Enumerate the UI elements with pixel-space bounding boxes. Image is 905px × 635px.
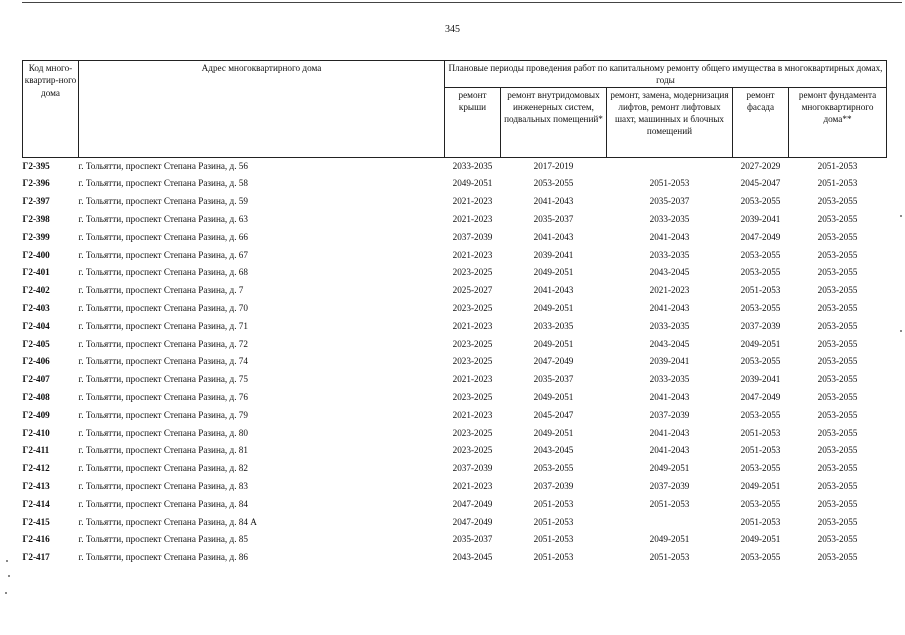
cell-address: г. Тольятти, проспект Степана Разина, д. 66	[78, 231, 248, 242]
cell-roof: 2023-2025	[452, 356, 493, 367]
cell-engineering: 2051-2053	[533, 516, 574, 527]
cell-engineering: 2035-2037	[533, 374, 574, 385]
cell-facade: 2053-2055	[740, 302, 781, 313]
cell-address: г. Тольятти, проспект Степана Разина, д. 82	[78, 463, 248, 474]
table-row	[23, 336, 887, 354]
cell-engineering: 2047-2049	[533, 356, 574, 367]
cell-elevators: 2041-2043	[649, 427, 690, 438]
cell-address: г. Тольятти, проспект Степана Разина, д. 70	[78, 302, 248, 313]
cell-address: г. Тольятти, проспект Степана Разина, д. 86	[78, 552, 248, 563]
cell-foundation: 2053-2055	[817, 267, 858, 278]
cell-facade: 2051-2053	[740, 427, 781, 438]
table-row	[23, 193, 887, 211]
cell-foundation: 2053-2055	[817, 480, 858, 491]
cell-roof: 2035-2037	[452, 534, 493, 545]
table-row	[23, 460, 887, 478]
table-row	[23, 478, 887, 496]
cell-code: Г2-406	[22, 356, 50, 367]
cell-code: Г2-409	[22, 409, 50, 420]
capital-repair-table	[22, 60, 887, 567]
cell-elevators: 2051-2053	[649, 178, 690, 189]
scan-speck	[900, 330, 902, 332]
cell-roof: 2023-2025	[452, 391, 493, 402]
cell-address: г. Тольятти, проспект Степана Разина, д. 56	[78, 160, 248, 171]
table-row	[23, 407, 887, 425]
header-elevators: ремонт, замена, модернизация лифтов, ремонт лифтовых шахт, машинных и блочных помещений	[607, 87, 733, 157]
table-row	[23, 175, 887, 193]
cell-address: г. Тольятти, проспект Степана Разина, д. 79	[78, 409, 248, 420]
table-body	[23, 157, 887, 567]
cell-foundation: 2053-2055	[817, 231, 858, 242]
cell-facade: 2053-2055	[740, 463, 781, 474]
cell-roof: 2023-2025	[452, 302, 493, 313]
cell-facade: 2051-2053	[740, 445, 781, 456]
cell-roof: 2049-2051	[452, 178, 493, 189]
cell-code: Г2-410	[22, 427, 50, 438]
cell-elevators: 2041-2043	[649, 231, 690, 242]
cell-roof: 2043-2045	[452, 552, 493, 563]
cell-roof: 2021-2023	[452, 196, 493, 207]
cell-facade: 2039-2041	[740, 374, 781, 385]
cell-roof: 2021-2023	[452, 249, 493, 260]
cell-foundation: 2053-2055	[817, 498, 858, 509]
cell-elevators: 2021-2023	[649, 285, 690, 296]
table-row	[23, 496, 887, 514]
cell-code: Г2-407	[22, 374, 50, 385]
cell-code: Г2-413	[22, 480, 50, 491]
cell-code: Г2-402	[22, 285, 50, 296]
cell-facade: 2037-2039	[740, 320, 781, 331]
cell-engineering: 2037-2039	[533, 480, 574, 491]
cell-roof: 2047-2049	[452, 498, 493, 509]
cell-foundation: 2053-2055	[817, 534, 858, 545]
cell-roof: 2047-2049	[452, 516, 493, 527]
cell-address: г. Тольятти, проспект Степана Разина, д. 58	[78, 178, 248, 189]
header-facade: ремонт фасада	[733, 87, 789, 157]
cell-foundation: 2053-2055	[817, 427, 858, 438]
cell-foundation: 2053-2055	[817, 409, 858, 420]
cell-roof: 2025-2027	[452, 285, 493, 296]
cell-address: г. Тольятти, проспект Степана Разина, д. 59	[78, 196, 248, 207]
cell-code: Г2-416	[22, 534, 50, 545]
cell-facade: 2039-2041	[740, 213, 781, 224]
cell-code: Г2-403	[22, 302, 50, 313]
cell-engineering: 2045-2047	[533, 409, 574, 420]
cell-engineering: 2035-2037	[533, 213, 574, 224]
cell-code: Г2-399	[22, 231, 50, 242]
cell-elevators: 2043-2045	[649, 338, 690, 349]
cell-roof: 2033-2035	[452, 160, 493, 171]
cell-engineering: 2017-2019	[533, 160, 574, 171]
cell-elevators: 2039-2041	[649, 356, 690, 367]
cell-elevators: 2049-2051	[649, 534, 690, 545]
cell-foundation: 2053-2055	[817, 445, 858, 456]
cell-foundation: 2053-2055	[817, 552, 858, 563]
cell-elevators: 2037-2039	[649, 409, 690, 420]
cell-facade: 2053-2055	[740, 409, 781, 420]
cell-foundation: 2053-2055	[817, 213, 858, 224]
cell-engineering: 2049-2051	[533, 338, 574, 349]
page-number: 345	[445, 24, 460, 35]
cell-roof: 2023-2025	[452, 338, 493, 349]
table-row	[23, 318, 887, 336]
cell-foundation: 2053-2055	[817, 249, 858, 260]
cell-engineering: 2051-2053	[533, 534, 574, 545]
cell-facade: 2047-2049	[740, 391, 781, 402]
scan-speck	[6, 560, 8, 562]
scan-speck	[900, 215, 902, 217]
cell-facade: 2053-2055	[740, 498, 781, 509]
cell-roof: 2023-2025	[452, 445, 493, 456]
cell-elevators: 2033-2035	[649, 374, 690, 385]
cell-elevators: 2049-2051	[649, 463, 690, 474]
cell-foundation: 2053-2055	[817, 391, 858, 402]
cell-address: г. Тольятти, проспект Степана Разина, д. 72	[78, 338, 248, 349]
table-row	[23, 211, 887, 229]
header-roof: ремонт крыши	[445, 87, 501, 157]
cell-foundation: 2053-2055	[817, 196, 858, 207]
table-row	[23, 514, 887, 532]
cell-engineering: 2041-2043	[533, 231, 574, 242]
cell-address: г. Тольятти, проспект Степана Разина, д. 81	[78, 445, 248, 456]
cell-code: Г2-417	[22, 552, 50, 563]
cell-facade: 2053-2055	[740, 356, 781, 367]
cell-foundation: 2053-2055	[817, 463, 858, 474]
cell-engineering: 2039-2041	[533, 249, 574, 260]
cell-facade: 2051-2053	[740, 285, 781, 296]
cell-engineering: 2041-2043	[533, 285, 574, 296]
cell-engineering: 2041-2043	[533, 196, 574, 207]
cell-roof: 2023-2025	[452, 427, 493, 438]
header-engineering: ремонт внутридомовых инженерных систем, подвальных помещений*	[501, 87, 607, 157]
cell-code: Г2-414	[22, 498, 50, 509]
cell-elevators	[607, 514, 733, 532]
cell-code: Г2-400	[22, 249, 50, 260]
cell-code: Г2-398	[22, 213, 50, 224]
cell-elevators: 2041-2043	[649, 302, 690, 313]
cell-engineering: 2051-2053	[533, 552, 574, 563]
scan-speck	[8, 575, 10, 577]
cell-elevators	[607, 157, 733, 175]
cell-foundation: 2053-2055	[817, 356, 858, 367]
cell-code: Г2-408	[22, 391, 50, 402]
cell-address: г. Тольятти, проспект Степана Разина, д. 85	[78, 534, 248, 545]
cell-code: Г2-405	[22, 338, 50, 349]
scan-speck	[5, 592, 7, 594]
cell-facade: 2049-2051	[740, 480, 781, 491]
table-row	[23, 442, 887, 460]
cell-elevators: 2051-2053	[649, 498, 690, 509]
cell-roof: 2021-2023	[452, 320, 493, 331]
cell-roof: 2021-2023	[452, 480, 493, 491]
cell-address: г. Тольятти, проспект Степана Разина, д. 68	[78, 267, 248, 278]
cell-engineering: 2049-2051	[533, 267, 574, 278]
cell-engineering: 2049-2051	[533, 302, 574, 313]
cell-engineering: 2053-2055	[533, 178, 574, 189]
cell-elevators: 2033-2035	[649, 213, 690, 224]
cell-code: Г2-401	[22, 267, 50, 278]
cell-code: Г2-411	[22, 445, 50, 456]
cell-address: г. Тольятти, проспект Степана Разина, д. 67	[78, 249, 248, 260]
cell-engineering: 2033-2035	[533, 320, 574, 331]
cell-engineering: 2049-2051	[533, 427, 574, 438]
cell-engineering: 2049-2051	[533, 391, 574, 402]
cell-address: г. Тольятти, проспект Степана Разина, д. 7	[78, 285, 244, 296]
cell-facade: 2049-2051	[740, 338, 781, 349]
cell-foundation: 2051-2053	[817, 160, 858, 171]
cell-address: г. Тольятти, проспект Степана Разина, д. 80	[78, 427, 248, 438]
cell-roof: 2021-2023	[452, 374, 493, 385]
cell-elevators: 2033-2035	[649, 249, 690, 260]
cell-address: г. Тольятти, проспект Степана Разина, д. 83	[78, 480, 248, 491]
page-top-rule	[22, 2, 902, 3]
table-row	[23, 549, 887, 567]
cell-facade: 2027-2029	[740, 160, 781, 171]
cell-foundation: 2053-2055	[817, 516, 858, 527]
cell-elevators: 2041-2043	[649, 445, 690, 456]
cell-code: Г2-395	[22, 160, 50, 171]
table-row	[23, 300, 887, 318]
cell-engineering: 2043-2045	[533, 445, 574, 456]
table-row	[23, 389, 887, 407]
cell-facade: 2049-2051	[740, 534, 781, 545]
cell-facade: 2047-2049	[740, 231, 781, 242]
table-row	[23, 531, 887, 549]
cell-address: г. Тольятти, проспект Степана Разина, д. 76	[78, 391, 248, 402]
header-periods: Плановые периоды проведения работ по капитальному ремонту общего имущества в многоквартирных домах, годы	[445, 61, 887, 88]
cell-address: г. Тольятти, проспект Степана Разина, д. 74	[78, 356, 248, 367]
cell-address: г. Тольятти, проспект Степана Разина, д. 71	[78, 320, 248, 331]
table-row	[23, 229, 887, 247]
cell-roof: 2037-2039	[452, 463, 493, 474]
cell-code: Г2-415	[22, 516, 50, 527]
cell-roof: 2023-2025	[452, 267, 493, 278]
cell-facade: 2051-2053	[740, 516, 781, 527]
cell-facade: 2053-2055	[740, 267, 781, 278]
table-row	[23, 282, 887, 300]
cell-elevators: 2041-2043	[649, 391, 690, 402]
cell-foundation: 2053-2055	[817, 320, 858, 331]
cell-facade: 2053-2055	[740, 552, 781, 563]
cell-foundation: 2053-2055	[817, 374, 858, 385]
table-row	[23, 247, 887, 265]
cell-roof: 2037-2039	[452, 231, 493, 242]
cell-facade: 2045-2047	[740, 178, 781, 189]
cell-code: Г2-397	[22, 196, 50, 207]
cell-code: Г2-412	[22, 463, 50, 474]
cell-foundation: 2053-2055	[817, 285, 858, 296]
cell-elevators: 2043-2045	[649, 267, 690, 278]
cell-foundation: 2051-2053	[817, 178, 858, 189]
table-row	[23, 157, 887, 175]
cell-roof: 2021-2023	[452, 213, 493, 224]
table-row	[23, 264, 887, 282]
cell-address: г. Тольятти, проспект Степана Разина, д. 63	[78, 213, 248, 224]
header-foundation: ремонт фундамента многоквартирного дома**	[789, 87, 887, 157]
cell-facade: 2053-2055	[740, 249, 781, 260]
cell-foundation: 2053-2055	[817, 302, 858, 313]
cell-address: г. Тольятти, проспект Степана Разина, д. 75	[78, 374, 248, 385]
header-code: Код много-квартир-ного дома	[23, 61, 79, 158]
cell-address: г. Тольятти, проспект Степана Разина, д. 84	[78, 498, 248, 509]
cell-code: Г2-396	[22, 178, 50, 189]
cell-code: Г2-404	[22, 320, 50, 331]
cell-engineering: 2053-2055	[533, 463, 574, 474]
cell-elevators: 2051-2053	[649, 552, 690, 563]
header-address: Адрес многоквартирного дома	[79, 61, 445, 158]
cell-roof: 2021-2023	[452, 409, 493, 420]
cell-facade: 2053-2055	[740, 196, 781, 207]
cell-elevators: 2037-2039	[649, 480, 690, 491]
table-row	[23, 371, 887, 389]
table-row	[23, 353, 887, 371]
cell-elevators: 2035-2037	[649, 196, 690, 207]
cell-elevators: 2033-2035	[649, 320, 690, 331]
cell-engineering: 2051-2053	[533, 498, 574, 509]
table-row	[23, 425, 887, 443]
cell-foundation: 2053-2055	[817, 338, 858, 349]
cell-address: г. Тольятти, проспект Степана Разина, д. 84 А	[78, 516, 257, 527]
